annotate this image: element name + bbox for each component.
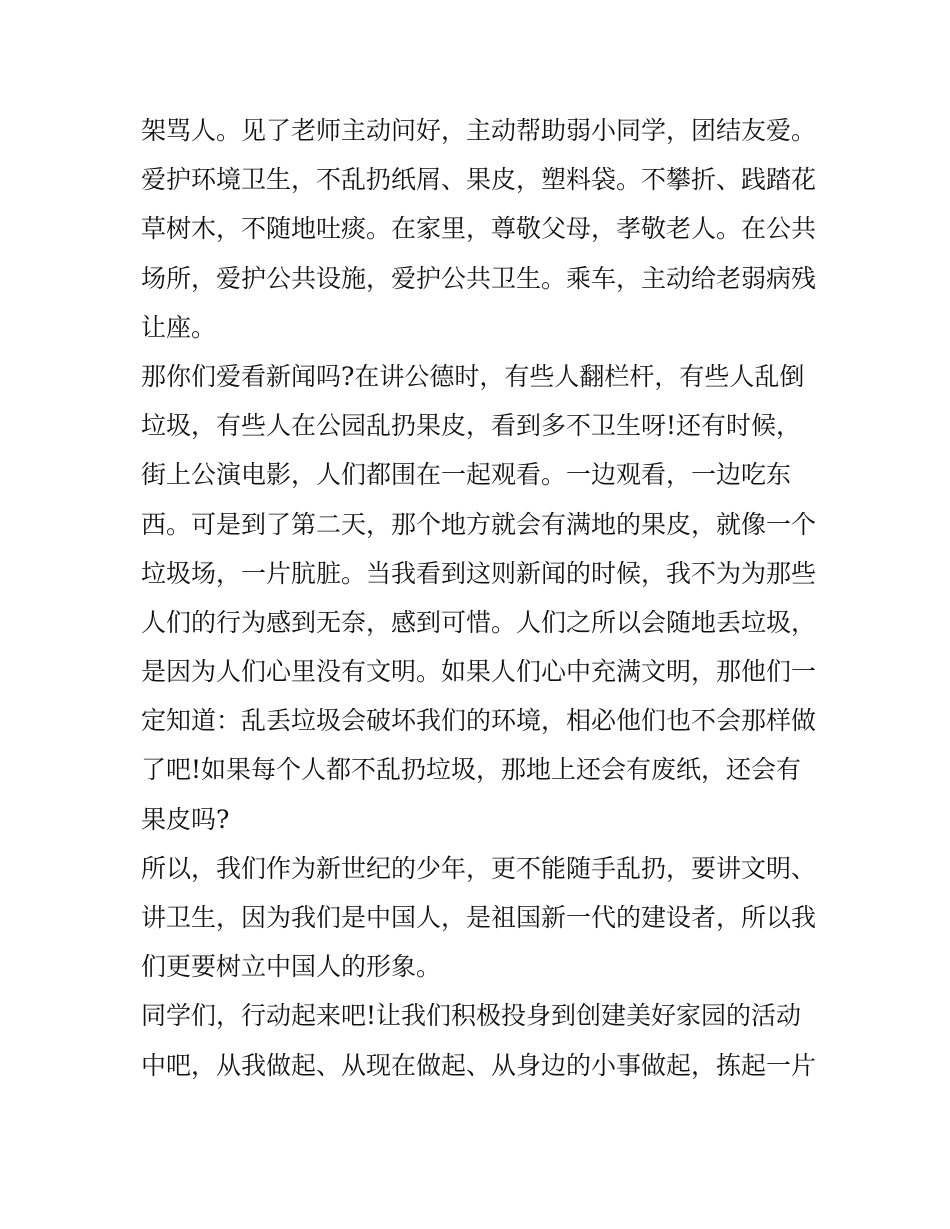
text-line: 了吧!如果每个人都不乱扔垃圾，那地上还会有废纸，还会有 [141, 755, 802, 785]
text-line: 果皮吗? [141, 804, 230, 834]
text-line: 定知道：乱丢垃圾会破坏我们的环境，相必他们也不会那样做 [141, 706, 817, 736]
text-line: 人们的行为感到无奈，感到可惜。人们之所以会随地丢垃圾， [141, 607, 817, 637]
text-line: 草树木，不随地吐痰。在家里，尊敬父母，孝敬老人。在公共 [141, 214, 817, 244]
text-line: 们更要树立中国人的形象。 [141, 952, 442, 982]
text-line: 垃圾场，一片肮脏。当我看到这则新闻的时候，我不为为那些 [141, 558, 817, 588]
text-line: 是因为人们心里没有文明。如果人们心中充满文明，那他们一 [141, 657, 817, 687]
text-line: 场所，爱护公共设施，爱护公共卫生。乘车，主动给老弱病残 [141, 263, 817, 293]
text-line: 垃圾，有些人在公园乱扔果皮，看到多不卫生呀!还有时候， [141, 411, 802, 441]
text-line: 爱护环境卫生，不乱扔纸屑、果皮，塑料袋。不攀折、践踏花 [141, 165, 817, 195]
text-line: 让座。 [141, 312, 217, 342]
text-line: 架骂人。见了老师主动问好，主动帮助弱小同学，团结友爱。 [141, 116, 817, 145]
text-line: 中吧，从我做起、从现在做起、从身边的小事做起，拣起一片 [141, 1050, 817, 1080]
text-line: 讲卫生，因为我们是中国人，是祖国新一代的建设者，所以我 [141, 903, 817, 932]
text-line: 所以，我们作为新世纪的少年，更不能随手乱扔，要讲文明、 [141, 853, 817, 883]
text-line: 那你们爱看新闻吗?在讲公德时，有些人翻栏杆，有些人乱倒 [141, 361, 805, 391]
text-line: 街上公演电影，人们都围在一起观看。一边观看，一边吃东 [141, 460, 792, 490]
document-body [141, 106, 821, 1090]
text-line: 西。可是到了第二天，那个地方就会有满地的果皮，就像一个 [141, 509, 817, 539]
text-line: 同学们，行动起来吧!让我们积极投身到创建美好家园的活动 [141, 1001, 802, 1031]
